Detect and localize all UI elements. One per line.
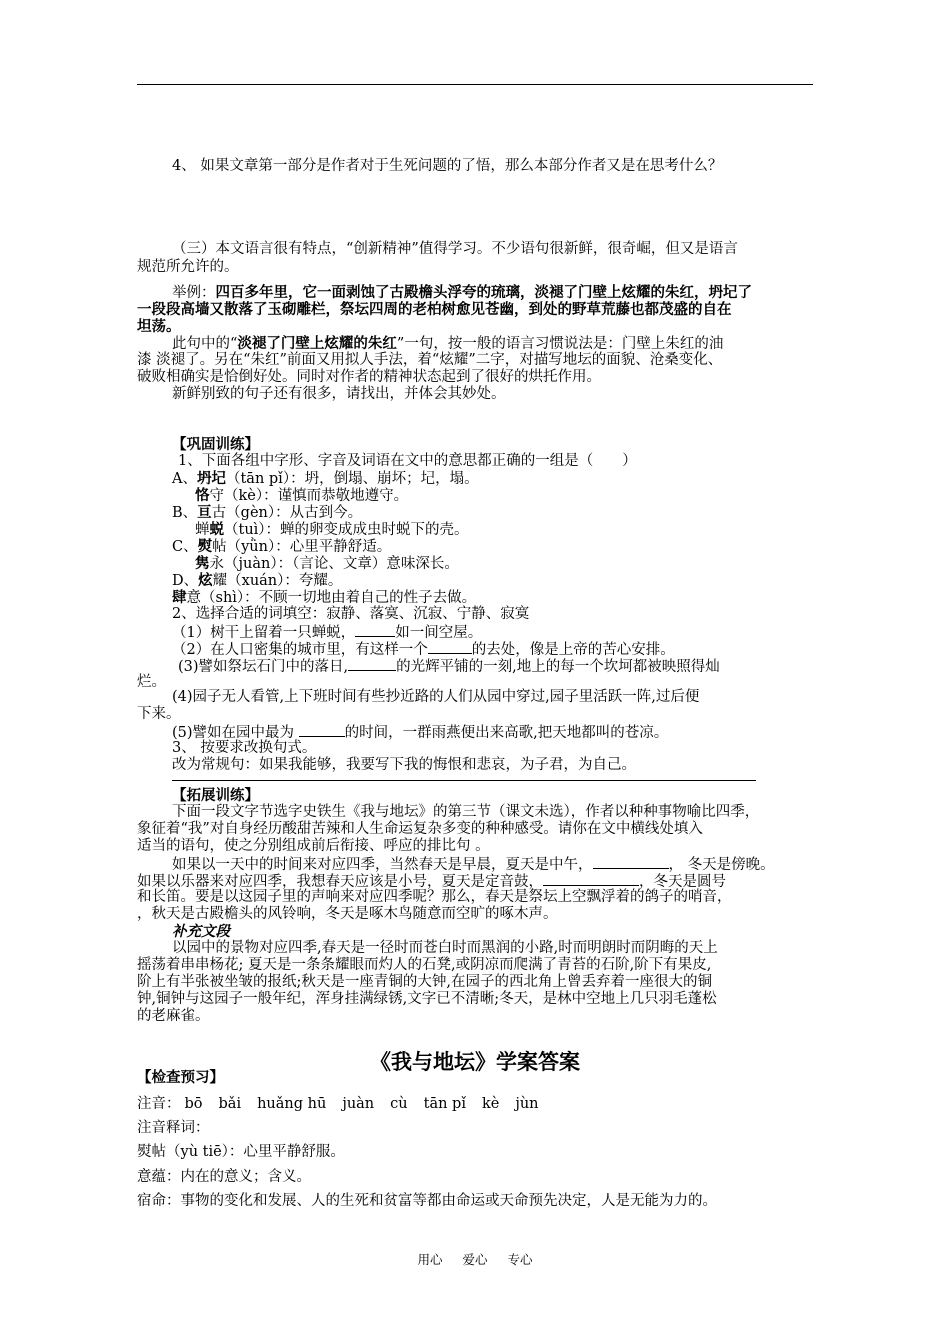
option-d-def2: 意（shì）：不顾一切地由着自己的性子去做。	[186, 590, 477, 606]
analysis-bold: 淡褪了门壁上炫耀的朱红	[237, 335, 397, 352]
pinyin-item: juàn	[342, 1096, 375, 1112]
option-a-line2	[195, 487, 875, 505]
extension-p2-1-pre: 如果以一天中的时间来对应四季，当然春天是早晨，夏天是中午，	[172, 857, 593, 873]
analysis-line1	[172, 335, 852, 353]
option-c-word1: 熨	[197, 538, 213, 555]
analysis-pre: 此句中的“	[172, 336, 238, 352]
note-1: 熨帖（yù tiē）：心里平静舒服。	[137, 1144, 345, 1160]
example-text-1: 四百多年里，它一面剥蚀了古殿檐头浮夸的琉璃，淡褪了门壁上炫耀的朱红，坍圮了	[215, 284, 752, 301]
option-d-line1	[172, 572, 852, 590]
option-a-def2: 守（kè）：谨慎而恭敬地遵守。	[209, 488, 409, 504]
section3-task: 新鲜别致的句子还有很多，请找出，并体会其妙处。	[172, 386, 506, 402]
consolidation-heading: 【巩固训练】	[172, 436, 259, 453]
extension-p2-line4: ，秋天是古殿檐头的风铃响，冬天是啄木鸟随意而空旷的啄木声。	[137, 906, 558, 922]
header-rule	[137, 84, 813, 85]
extension-p2-1-post: ， 冬天是傍晚。	[668, 857, 775, 873]
option-a-word2: 恪	[195, 487, 210, 504]
option-b-word2: 蜕	[209, 521, 224, 538]
consolidation-q1: 1、下面各组中字形、字音及词语在文中的意思都正确的一组是（ ）	[178, 453, 637, 469]
q2-item3-pre: (3)譬如祭坛石门中的落日,	[178, 659, 349, 675]
option-b-def1: 古（gèn）：从古到今。	[211, 505, 363, 521]
option-b-pre2: 蝉	[195, 522, 210, 538]
example-line1	[172, 284, 852, 302]
extension-p2-2-post: ，冬天是圆号	[639, 874, 726, 890]
q2-item3-cont: 烂。	[137, 674, 166, 690]
q3-answer-line[interactable]	[172, 780, 756, 781]
supplement-heading: 补充文段	[172, 923, 230, 940]
supplement-line3: 阶上有半张被坐皱的报纸;秋天是一座青铜的大钟,在园子的西北角上曾丢弃着一座很大的铜	[137, 974, 712, 990]
option-d-line2	[172, 589, 852, 607]
option-c-line2	[195, 555, 875, 573]
extension-heading: 【拓展训练】	[172, 787, 259, 804]
notes-label: 注音释词：	[137, 1120, 210, 1136]
option-a-word1: 坍圮	[196, 470, 226, 487]
option-b-prefix: B、	[172, 505, 198, 521]
option-c-word2: 隽	[195, 555, 210, 572]
q2-item4: (4)园子无人看管,上下班时间有些抄近路的人们从园中穿过,园子里活跃一阵,过后便	[172, 689, 700, 705]
q2-item2-pre: （2）在人口密集的城市里，有这样一个	[172, 642, 428, 658]
pinyin-item: huǎng hū	[257, 1096, 327, 1112]
answers-heading: 【检查预习】	[137, 1069, 224, 1086]
option-c-def2: 永（juàn）：（言论、文章）意味深长。	[209, 556, 459, 572]
question-4: 4、 如果文章第一部分是作者对于生死问题的了悟，那么本部分作者又是在思考什么？	[172, 158, 723, 174]
pinyin-item: tān pǐ	[423, 1096, 466, 1112]
option-d-prefix: D、	[172, 573, 199, 589]
q2-item4-cont: 下来。	[137, 706, 181, 722]
q2-item5-pre: (5)譬如在园中最为	[172, 725, 299, 741]
option-b-line1	[172, 504, 852, 522]
pinyin-row	[137, 1094, 555, 1114]
section3-intro-line1: （三）本文语言很有特点，“创新精神”值得学习。不少语句很新鲜，很奇崛，但又是语言	[172, 241, 738, 257]
q3-task: 改为常规句：如果我能够，我要写下我的悔恨和悲哀，为子君，为自己。	[172, 757, 636, 773]
option-c-prefix: C、	[172, 539, 198, 555]
consolidation-q3: 3、 按要求改换句式。	[172, 740, 317, 756]
example-label: 举例：	[172, 285, 216, 301]
pinyin-item: cù	[390, 1096, 408, 1112]
supplement-line1: 以园中的景物对应四季,春天是一径时而苍白时而黑润的小路,时而明朗时而阴晦的天上	[172, 940, 718, 956]
q2-item1-blank[interactable]	[355, 623, 395, 637]
analysis-line2: 漆 淡褪了。另在“朱红”前面又用拟人手法，着“炫耀”二字，对描写地坛的面貌、沧桑变化、	[137, 352, 723, 368]
q2-item3-post: 的光辉平铺的一刻,地上的每一个坎坷都被映照得灿	[396, 659, 720, 675]
supplement-line5: 的老麻雀。	[137, 1008, 210, 1024]
section3-intro-line2: 规范所允许的。	[137, 259, 239, 275]
extension-p2-2-pre: 如果以乐器来对应四季，我想春天应该是小号，夏天是定音鼓，	[137, 874, 543, 890]
note-2: 意蕴：内在的意义；含义。	[137, 1169, 311, 1185]
extension-p1-line2: 象征着“我”对自身经历酸甜苦辣和人生命运复杂多变的种种感受。请你在文中横线处填入	[137, 821, 703, 837]
option-c-line1	[172, 538, 852, 556]
option-a-line1	[172, 470, 852, 488]
example-line2: 一段段高墙又散落了玉砌雕栏，祭坛四周的老柏树愈见苍幽，到处的野草荒藤也都茂盛的自在	[137, 301, 732, 318]
consolidation-q2: 2、选择合适的词填空：寂静、落寞、沉寂、宁静、寂寞	[172, 606, 530, 622]
q2-item2-blank[interactable]	[428, 640, 472, 654]
page-footer: 用心 爱心 专心	[417, 1252, 533, 1267]
pinyin-label: 注音：	[137, 1096, 181, 1112]
option-a-prefix: A、	[172, 471, 197, 487]
q2-item5-post: 的时间，一群雨燕便出来高歌,把天地都叫的苍凉。	[344, 725, 669, 741]
option-b-word1: 亘	[197, 504, 212, 521]
option-a-def1: （tān pǐ）：坍，倒塌、崩坏；圮，塌。	[225, 471, 479, 487]
supplement-line2: 摇荡着串串杨花; 夏天是一条条耀眼而灼人的石凳,或阴凉而爬满了青苔的石阶,阶下有果皮,	[137, 957, 712, 973]
supplement-line4: 钟,铜钟与这园子一般年纪，浑身挂满绿锈,文字已不清晰;冬天，是林中空地上几只羽毛蓬松	[137, 991, 717, 1007]
option-d-def1: 耀（xuán）：夸耀。	[212, 573, 343, 589]
option-d-word2: 肆	[172, 589, 187, 606]
pinyin-item: jùn	[515, 1096, 539, 1112]
pinyin-item: bǎi	[218, 1096, 242, 1112]
analysis-post: ”一句，按一般的语言习惯说法是：门壁上朱红的油	[396, 336, 724, 352]
extension-p2-line3: 和长笛。要是以这园子里的声响来对应四季呢？那么，春天是祭坛上空飘浮着的鸽子的哨音，	[137, 889, 732, 905]
option-b-line2	[195, 521, 875, 539]
extension-blank-1[interactable]	[593, 855, 669, 869]
note-3: 宿命：事物的变化和发展、人的生死和贫富等都由命运或天命预先决定，人是无能为力的。	[137, 1193, 717, 1209]
answers-title: 《我与地坛》学案答案	[370, 1049, 580, 1074]
option-b-def2: （tuì）：蝉的卵变成成虫时蜕下的壳。	[224, 522, 469, 538]
analysis-line3: 破败相确实是恰倒好处。同时对作者的精神状态起到了很好的烘托作用。	[137, 369, 601, 385]
q2-item1-post: 如一间空屋。	[395, 625, 483, 641]
q2-item5-blank[interactable]	[299, 723, 345, 737]
q2-item2-post: 的去处，像是上帝的苦心安排。	[471, 642, 675, 658]
q2-item3-blank[interactable]	[348, 657, 396, 671]
option-c-def1: 帖（yǜn）：心里平静舒适。	[212, 539, 392, 555]
example-line3: 坦荡。	[137, 318, 181, 335]
pinyin-item: bō	[184, 1096, 203, 1112]
option-d-word1: 炫	[198, 572, 213, 589]
q2-item1-pre: （1）树干上留着一只蝉蜕，	[172, 625, 356, 641]
extension-p1-line1: 下面一段文字节选字史铁生《我与地坛》的第三节（课文未选），作者以种种事物喻比四季，	[172, 804, 760, 820]
extension-blank-2[interactable]	[543, 872, 639, 886]
pinyin-item: kè	[481, 1096, 500, 1112]
extension-p1-line3: 适当的语句，使之分别组成前后衔接、呼应的排比句 。	[137, 838, 490, 854]
